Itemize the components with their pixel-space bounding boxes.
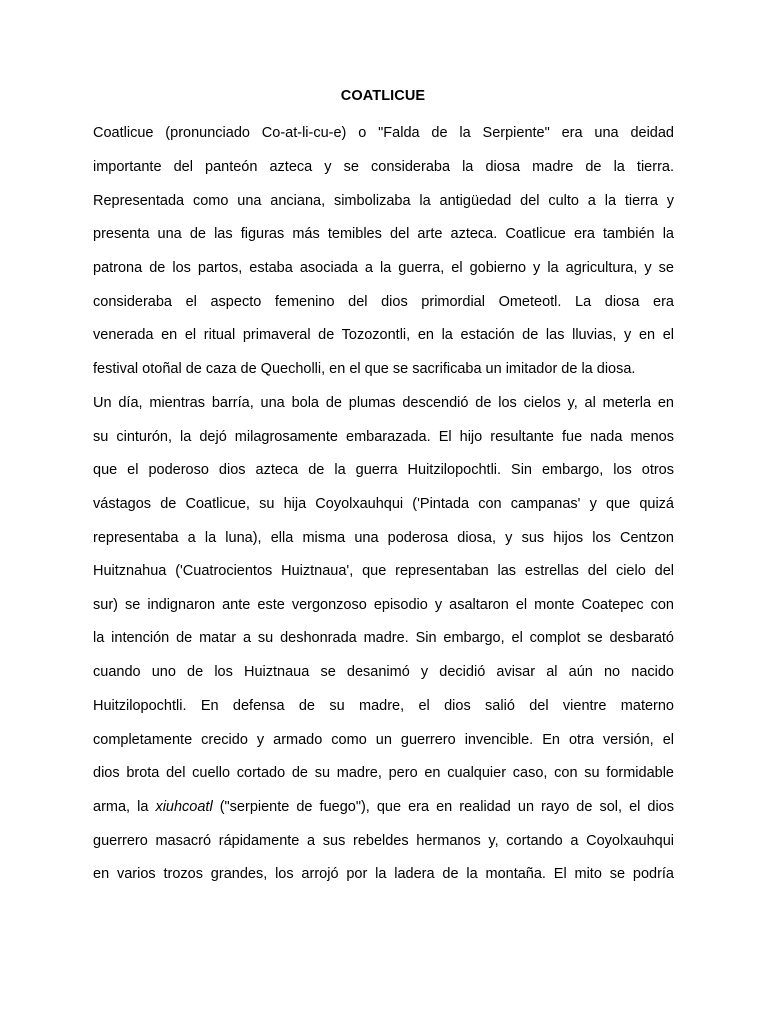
text-line: la intención de matar a su deshonrada madre. Sin embargo, el complot se desbarató xyxy=(93,630,674,646)
text-line: su cinturón, la dejó milagrosamente embarazada. El hijo resultante fue nada menos xyxy=(93,429,674,445)
text-line: venerada en el ritual primaveral de Tozozontli, en la estación de las lluvias, y en el xyxy=(93,327,674,343)
text-fragment: arma, la xyxy=(93,799,156,815)
text-line: completamente crecido y armado como un guerrero invencible. En otra versión, el xyxy=(93,732,674,748)
text-line: festival otoñal de caza de Quecholli, en el que se sacrificaba un imitador de la diosa. xyxy=(93,361,636,377)
text-line: Coatlicue (pronunciado Co-at-li-cu-e) o "Falda de la Serpiente" era una deidad xyxy=(93,125,674,141)
text-line: presenta una de las figuras más temibles del arte azteca. Coatlicue era también la xyxy=(93,226,674,242)
text-fragment: ("serpiente de fuego"), que era en realidad un rayo de sol, el dios xyxy=(212,799,674,815)
italic-term: xiuhcoatl xyxy=(155,799,213,815)
text-line: representaba a la luna), ella misma una poderosa diosa, y sus hijos los Centzon xyxy=(93,530,674,546)
text-line: consideraba el aspecto femenino del dios primordial Ometeotl. La diosa era xyxy=(93,294,674,310)
text-line: que el poderoso dios azteca de la guerra Huitzilopochtli. Sin embargo, los otros xyxy=(93,462,674,478)
text-line: guerrero masacró rápidamente a sus rebeldes hermanos y, cortando a Coyolxauhqui xyxy=(93,833,674,849)
text-line: vástagos de Coatlicue, su hija Coyolxauhqui ('Pintada con campanas' y que quizá xyxy=(93,496,674,512)
text-line: importante del panteón azteca y se consideraba la diosa madre de la tierra. xyxy=(93,159,674,175)
text-line: patrona de los partos, estaba asociada a la guerra, el gobierno y la agricultura, y se xyxy=(93,260,674,276)
text-line: cuando uno de los Huiztnaua se desanimó y decidió avisar al aún no nacido xyxy=(93,664,674,680)
text-line: Huitznahua ('Cuatrocientos Huiztnaua', que representaban las estrellas del cielo del xyxy=(93,563,674,579)
text-line: Representada como una anciana, simbolizaba la antigüedad del culto a la tierra y xyxy=(93,193,674,209)
text-line xyxy=(93,798,674,816)
text-line: sur) se indignaron ante este vergonzoso episodio y asaltaron el monte Coatepec con xyxy=(93,597,674,613)
page-title: COATLICUE xyxy=(340,88,426,104)
text-line: en varios trozos grandes, los arrojó por la ladera de la montaña. El mito se podría xyxy=(93,866,674,882)
text-line: Huitzilopochtli. En defensa de su madre, el dios salió del vientre materno xyxy=(93,698,674,714)
text-line: dios brota del cuello cortado de su madre, pero en cualquier caso, con su formidable xyxy=(93,765,674,781)
text-line: Un día, mientras barría, una bola de plumas descendió de los cielos y, al meterla en xyxy=(93,395,674,411)
